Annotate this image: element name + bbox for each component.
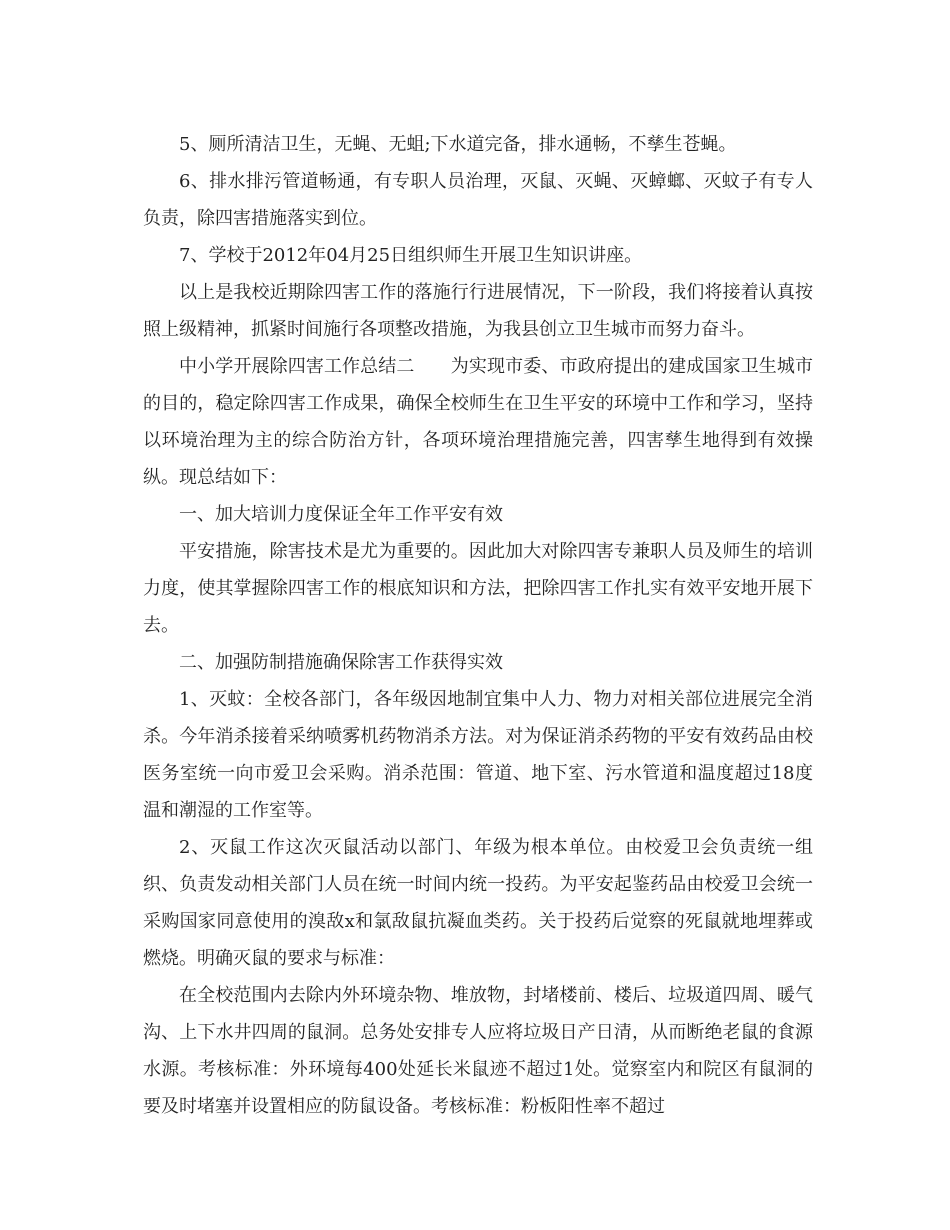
paragraph: 1、灭蚊：全校各部门，各年级因地制宜集中人力、物力对相关部位进展完全消杀。今年消杀接着采纳喷雾机药物消杀方法。对为保证消杀药物的平安有效药品由校医务室统一向市爱卫会采购。消杀范围：管道、地下室、污水管道和温度超过18度温和潮湿的工作室等。 — [143, 689, 813, 821]
paragraph: 2、灭鼠工作这次灭鼠活动以部门、年级为根本单位。由校爱卫会负责统一组织、负责发动相关部门人员在统一时间内统一投药。为平安起鉴药品由校爱卫会统一采购国家同意使用的溴敌x和氯敌鼠抗凝血类药。关于投药后觉察的死鼠就地埋葬或燃烧。明确灭鼠的要求与标准： — [143, 837, 813, 969]
paragraph: 在全校范围内去除内外环境杂物、堆放物，封堵楼前、楼后、垃圾道四周、暖气沟、上下水井四周的鼠洞。总务处安排专人应将垃圾日产日清，从而断绝老鼠的食源水源。考核标准：外环境每400处延长米鼠迹不超过1处。觉察室内和院区有鼠洞的要及时堵塞并设置相应的防鼠设备。考核标准：粉板阳性率不超过 — [143, 985, 813, 1117]
paragraph: 7、学校于2012年04月25日组织师生开展卫生知识讲座。 — [179, 245, 643, 266]
paragraph: 以上是我校近期除四害工作的落施行行进展情况，下一阶段，我们将接着认真按照上级精神，抓紧时间施行各项整改措施，为我县创立卫生城市而努力奋斗。 — [143, 282, 813, 340]
paragraph: 中小学开展除四害工作总结二 为实现市委、市政府提出的建成国家卫生城市的目的，稳定除四害工作成果，确保全校师生在卫生平安的环境中工作和学习，坚持以环境治理为主的综合防治方针，各项环境治理措施完善，四害孳生地得到有效操纵。现总结如下： — [143, 356, 813, 488]
section-heading: 一、加大培训力度保证全年工作平安有效 — [179, 504, 503, 525]
paragraph: 平安措施，除害技术是尤为重要的。因此加大对除四害专兼职人员及师生的培训力度，使其掌握除四害工作的根底知识和方法，把除四害工作扎实有效平安地开展下去。 — [143, 541, 813, 636]
paragraph: 6、排水排污管道畅通，有专职人员治理，灭鼠、灭蝇、灭蟑螂、灭蚊子有专人负责，除四害措施落实到位。 — [143, 171, 813, 229]
document-body — [143, 126, 813, 1125]
section-heading: 二、加强防制措施确保除害工作获得实效 — [179, 652, 503, 673]
paragraph: 5、厕所清洁卫生，无蝇、无蛆;下水道完备，排水通畅，不孳生苍蝇。 — [179, 134, 737, 155]
